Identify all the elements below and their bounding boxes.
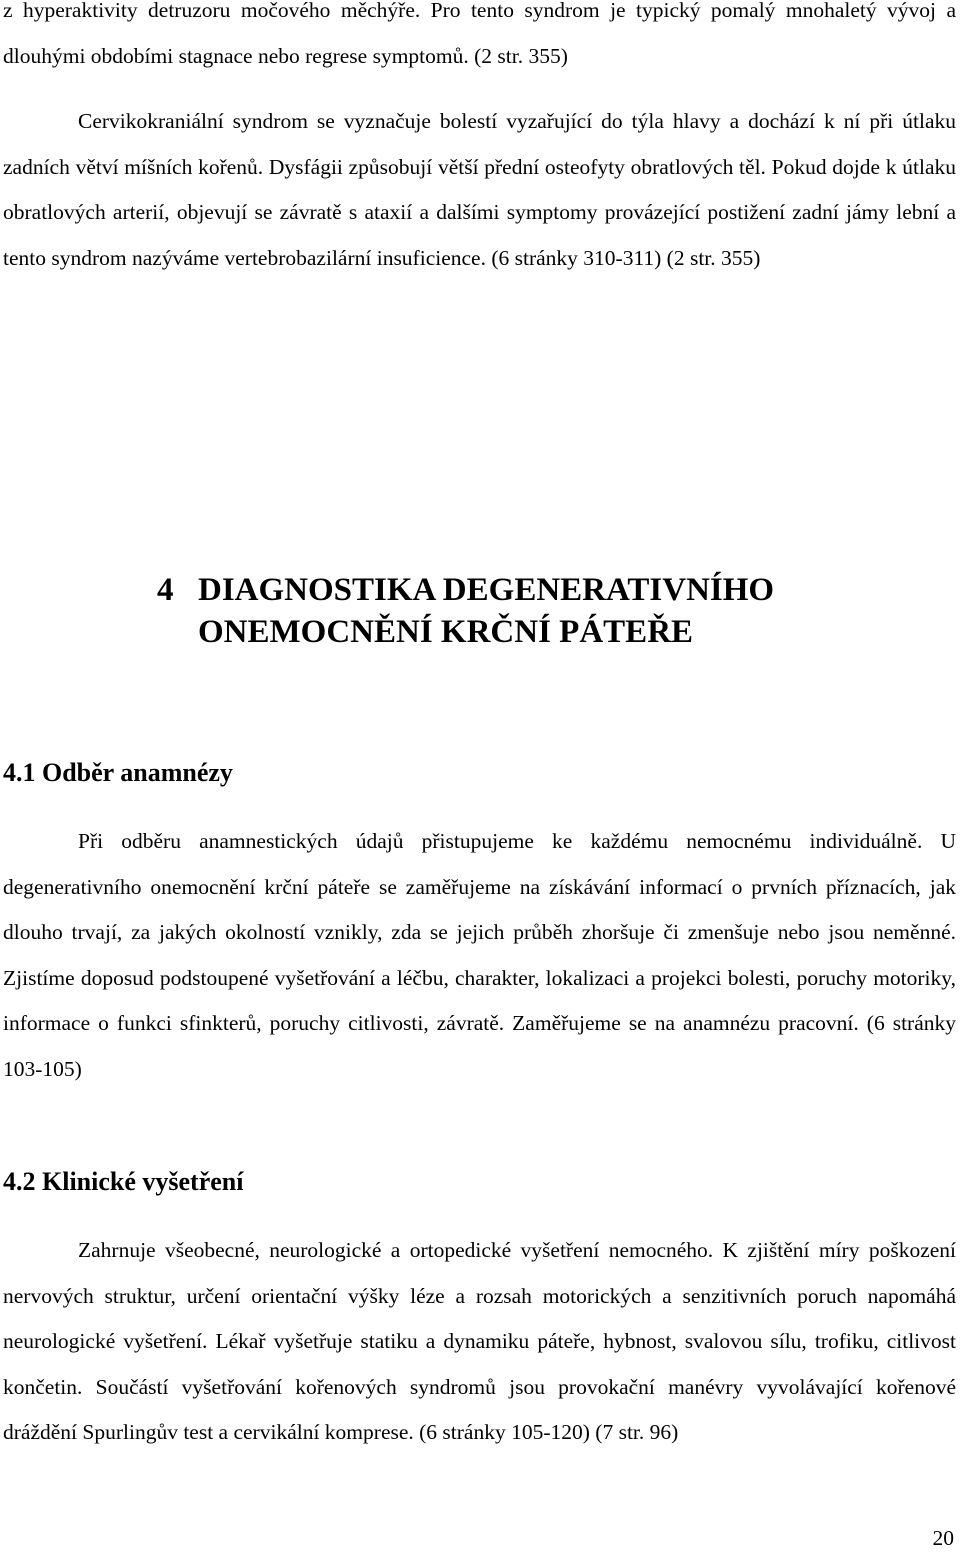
chapter-number: 4 — [157, 572, 174, 608]
paragraph-clinical-exam: Zahrnuje všeobecné, neurologické a ortopedické vyšetření nemocného. K zjištění míry poškození nervových struktur, určení orientační výšky léze a rozsah motorických a senzitivních poruch napomáhá neurologické vyšetření. Lékař vyšetřuje statiku a dynamiku páteře, hybnost, svalovou sílu, trofiku, citlivost končetin. Součástí vyšetřování kořenových syndromů jsou provokační manévry vyvolávající kořenové dráždění Spurlingův test a cervikální komprese. (6 stránky 105-120) (7 str. 96) — [3, 1238, 956, 1444]
section-heading-anamnesis: 4.1 Odběr anamnézy — [3, 758, 233, 787]
paragraph-hyperactivity: z hyperaktivity detruzoru močového měchýře. Pro tento syndrom je typický pomalý mnohaletý vývoj a dlouhými obdobími stagnace nebo regrese symptomů. (2 str. 355) — [3, 0, 956, 68]
paragraph-anamnesis: Při odběru anamnestických údajů přistupujeme ke každému nemocnému individuálně. U degenerativního onemocnění krční páteře se zaměřujeme na získávání informací o prvních příznacích, jak dlouho trvají, za jakých okolností vznikly, zda se jejich průběh zhoršuje či zmenšuje nebo jsou neměnné. Zjistíme doposud podstoupené vyšetřování a léčbu, charakter, lokalizaci a projekci bolesti, poruchy motoriky, informace o funkci sfinkterů, poruchy citlivosti, závratě. Zaměřujeme se na anamnézu pracovní. (6 stránky 103-105) — [3, 829, 956, 1081]
page-number: 20 — [932, 1526, 954, 1550]
section-heading-clinical-exam: 4.2 Klinické vyšetření — [3, 1167, 244, 1196]
paragraph-cervicocranial-syndrome: Cervikokraniální syndrom se vyznačuje bolestí vyzařující do týla hlavy a dochází k ní při útlaku zadních větví míšních kořenů. Dysfágii způsobují větší přední osteofyty obratlových těl. Pokud dojde k útlaku obratlových arterií, objevují se závratě s ataxií a dalšími symptomy provázející postižení zadní jámy lební a tento syndrom nazýváme vertebrobazilární insuficience. (6 stránky 310-311) (2 str. 355) — [3, 109, 956, 270]
chapter-title-line1: DIAGNOSTIKA DEGENERATIVNÍHO — [198, 572, 775, 608]
chapter-heading — [157, 569, 917, 653]
chapter-title-line2: ONEMOCNĚNÍ KRČNÍ PÁTEŘE — [198, 614, 694, 650]
